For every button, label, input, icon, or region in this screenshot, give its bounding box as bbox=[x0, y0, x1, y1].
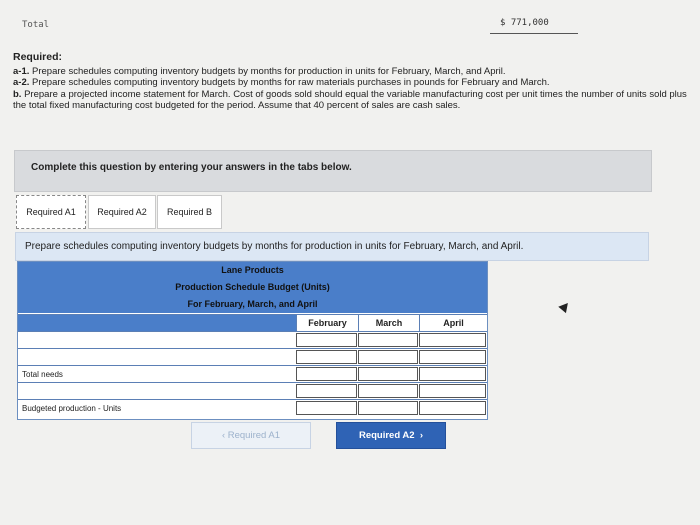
tab-required-a2[interactable]: Required A2 bbox=[88, 195, 156, 229]
required-item-a1 bbox=[13, 66, 698, 78]
required-heading: Required: bbox=[13, 51, 63, 63]
row-label-input[interactable] bbox=[18, 383, 295, 400]
row-label-input[interactable] bbox=[18, 349, 295, 366]
column-header-april: April bbox=[419, 315, 487, 332]
next-required-a2-button[interactable] bbox=[336, 422, 446, 449]
tab-required-b[interactable]: Required B bbox=[157, 195, 222, 229]
required-item-a2 bbox=[13, 77, 698, 89]
mouse-pointer-icon bbox=[558, 300, 571, 313]
cell-total-needs-april[interactable] bbox=[419, 367, 486, 381]
cell-total-needs-march[interactable] bbox=[358, 367, 418, 381]
production-budget-table bbox=[17, 261, 488, 420]
table-title: Production Schedule Budget (Units) bbox=[18, 279, 487, 296]
cell-input-march[interactable] bbox=[358, 384, 418, 398]
table-company: Lane Products bbox=[18, 262, 487, 279]
total-underline bbox=[490, 33, 578, 34]
chevron-left-icon: ‹ bbox=[221, 430, 226, 441]
chevron-right-icon: › bbox=[417, 430, 424, 441]
cell-budgeted-production-april[interactable] bbox=[419, 401, 486, 415]
table-period: For February, March, and April bbox=[18, 296, 487, 313]
table-row-total-needs bbox=[18, 365, 487, 383]
cell-input-april[interactable] bbox=[419, 350, 486, 364]
total-value: $ 771,000 bbox=[500, 18, 549, 28]
total-row bbox=[22, 18, 562, 38]
row-label-total-needs: Total needs bbox=[22, 370, 63, 379]
required-item-b-id: b. bbox=[13, 88, 22, 100]
row-label-budgeted-production: Budgeted production - Units bbox=[22, 404, 122, 413]
complete-question-text: Complete this question by entering your answers in the tabs below. bbox=[31, 162, 352, 173]
cell-input-february[interactable] bbox=[296, 384, 357, 398]
total-label: Total bbox=[22, 20, 50, 30]
table-row bbox=[18, 331, 487, 349]
column-header-february: February bbox=[296, 315, 358, 332]
required-item-b bbox=[13, 89, 698, 112]
cell-input-february[interactable] bbox=[296, 333, 357, 347]
table-column-header-row bbox=[18, 314, 487, 332]
required-item-a2-text: Prepare schedules computing inventory budgets by months for raw materials purchases in pounds for February and March. bbox=[29, 77, 550, 88]
table-row bbox=[18, 382, 487, 400]
cell-input-february[interactable] bbox=[296, 350, 357, 364]
cell-input-march[interactable] bbox=[358, 333, 418, 347]
cell-budgeted-production-february[interactable] bbox=[296, 401, 357, 415]
tab-required-a1[interactable]: Required A1 bbox=[16, 195, 86, 229]
required-item-a2-id: a-2. bbox=[13, 77, 30, 88]
required-item-a1-text: Prepare schedules computing inventory budgets by months for production in units for February, March, and April. bbox=[29, 65, 506, 77]
cell-budgeted-production-march[interactable] bbox=[358, 401, 418, 415]
required-section bbox=[13, 52, 698, 112]
row-label-input[interactable] bbox=[18, 332, 295, 349]
instruction-text: Prepare schedules computing inventory budgets by months for production in units for February, March, and April. bbox=[25, 241, 524, 252]
required-item-b-text: Prepare a projected income statement for March. Cost of goods sold should equal the variable manufacturing cost per unit times the number of units sold plus the total fixed manufacturing cost budgeted for the period. Assume that 40 percent of sales are cash sales. bbox=[13, 88, 687, 111]
instruction-banner bbox=[15, 232, 649, 261]
table-row bbox=[18, 348, 487, 366]
complete-question-banner bbox=[14, 150, 652, 192]
prev-button-label: Required A1 bbox=[227, 430, 281, 441]
cell-total-needs-february[interactable] bbox=[296, 367, 357, 381]
cell-input-april[interactable] bbox=[419, 384, 486, 398]
cell-input-march[interactable] bbox=[358, 350, 418, 364]
next-button-label: Required A2 bbox=[358, 430, 415, 441]
cell-input-april[interactable] bbox=[419, 333, 486, 347]
required-item-a1-id: a-1. bbox=[13, 65, 30, 77]
prev-required-a1-button[interactable] bbox=[191, 422, 311, 449]
column-header-march: March bbox=[358, 315, 419, 332]
table-row-budgeted-production bbox=[18, 399, 487, 417]
